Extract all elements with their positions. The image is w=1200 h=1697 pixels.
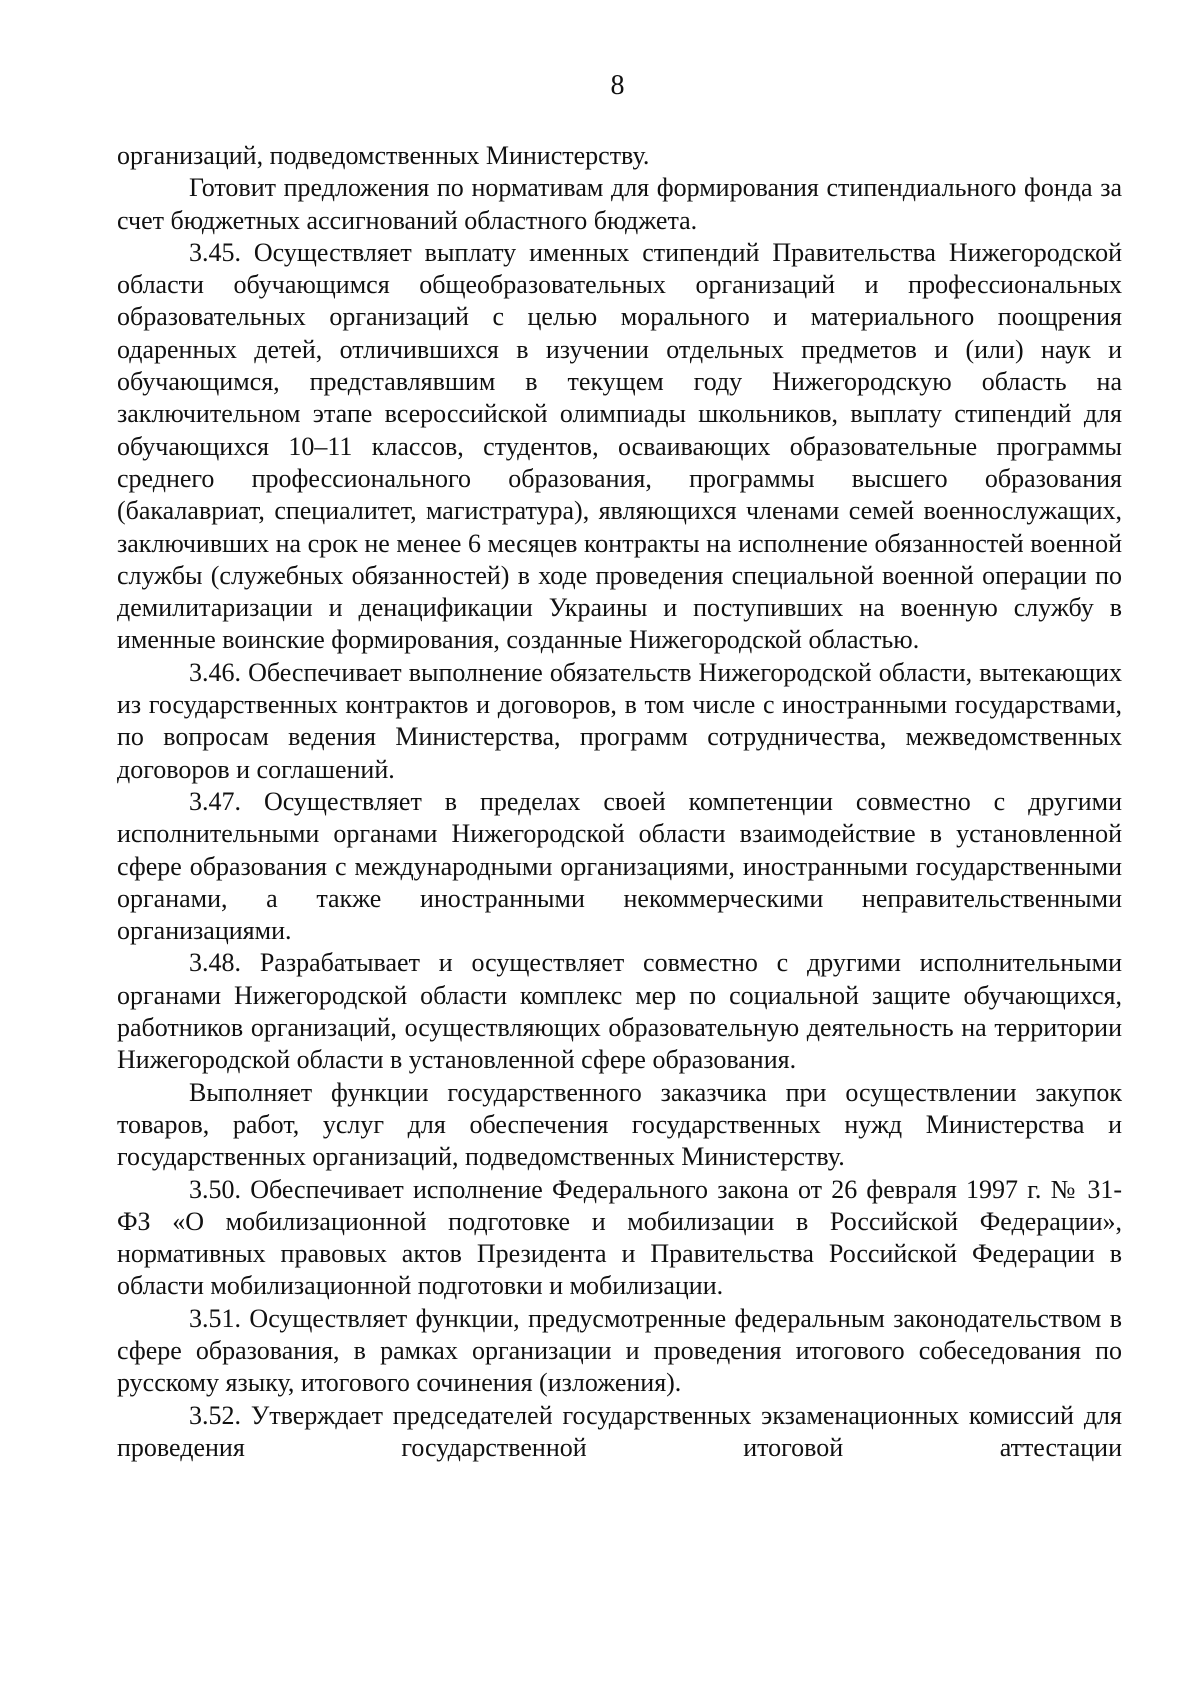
paragraph-3-45: 3.45. Осуществляет выплату именных стипендий Правительства Нижегородской области обучающимся общеобразовательных организаций и профессиональных образовательных организаций с целью морального и материального поощрения одаренных детей, отличившихся в изучении отдельных предметов и (или) наук и обучающимся, представлявшим в текущем году Нижегородскую область на заключительном этапе всероссийской олимпиады школьников, выплату стипендий для обучающихся 10–11 классов, студентов, осваивающих образовательные программы среднего профессионального образования, программы высшего образования (бакалавриат, специалитет, магистратура), являющихся членами семей военнослужащих, заключивших на срок не менее 6 месяцев контракты на исполнение обязанностей военной службы (служебных обязанностей) в ходе проведения специальной военной операции по демилитаризации и денацификации Украины и поступивших на военную службу в именные воинские формирования, созданные Нижегородской областью.: [117, 237, 1122, 655]
paragraph-stipend-fund: Готовит предложения по нормативам для формирования стипендиального фонда за счет бюджетных ассигнований областного бюджета.: [117, 173, 1122, 235]
paragraph-3-46: 3.46. Обеспечивает выполнение обязательств Нижегородской области, вытекающих из государственных контрактов и договоров, в том числе с иностранными государствами, по вопросам ведения Министерства, программ сотрудничества, межведомственных договоров и соглашений.: [117, 657, 1122, 784]
paragraph-3-50: 3.50. Обеспечивает исполнение Федерального закона от 26 февраля 1997 г. № 31-ФЗ «О мобилизационной подготовке и мобилизации в Российской Федерации», нормативных правовых актов Президента и Правительства Российской Федерации в области мобилизационной подготовки и мобилизации.: [117, 1174, 1122, 1301]
page-number: 8: [610, 70, 625, 101]
paragraph-3-52: 3.52. Утверждает председателей государственных экзаменационных комиссий для проведения государственной итоговой аттестации: [117, 1400, 1122, 1462]
paragraph-3-51: 3.51. Осуществляет функции, предусмотренные федеральным законодательством в сфере образования, в рамках организации и проведения итогового собеседования по русскому языку, итогового сочинения (изложения).: [117, 1303, 1122, 1398]
document-body: [117, 140, 1122, 1464]
paragraph-3-47: 3.47. Осуществляет в пределах своей компетенции совместно с другими исполнительными органами Нижегородской области взаимодействие в установленной сфере образования с международными организациями, иностранными государственными органами, а также иностранными некоммерческими неправительственными организациями.: [117, 786, 1122, 946]
paragraph-3-48: 3.48. Разрабатывает и осуществляет совместно с другими исполнительными органами Нижегородской области комплекс мер по социальной защите обучающихся, работников организаций, осуществляющих образовательную деятельность на территории Нижегородской области в установленной сфере образования.: [117, 948, 1122, 1075]
paragraph-continuation: организаций, подведомственных Министерству.: [117, 141, 650, 170]
paragraph-state-customer: Выполняет функции государственного заказчика при осуществлении закупок товаров, работ, услуг для обеспечения государственных нужд Министерства и государственных организаций, подведомственных Министерству.: [117, 1077, 1122, 1172]
